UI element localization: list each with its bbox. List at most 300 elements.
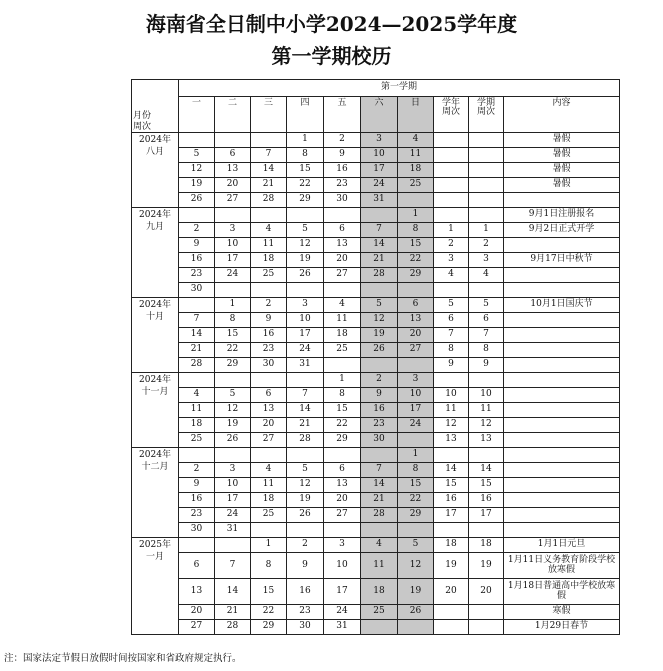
day-header-mon: 一	[179, 97, 215, 133]
week-row	[132, 553, 620, 579]
day-cell: 12	[179, 163, 215, 178]
day-cell: 26	[398, 605, 434, 620]
day-cell	[215, 208, 251, 223]
day-cell: 15	[324, 403, 361, 418]
day-cell: 17	[287, 328, 324, 343]
day-cell: 13	[324, 238, 361, 253]
term-week-cell: 19	[469, 553, 504, 579]
day-cell: 9	[287, 553, 324, 579]
day-cell	[251, 448, 287, 463]
day-cell: 16	[179, 493, 215, 508]
day-cell: 23	[361, 418, 398, 433]
day-cell: 5	[215, 388, 251, 403]
month-name-text: 九月	[145, 221, 164, 232]
day-cell: 16	[179, 253, 215, 268]
day-cell: 8	[215, 313, 251, 328]
term-week-cell	[469, 193, 504, 208]
day-cell	[398, 193, 434, 208]
day-cell: 29	[251, 620, 287, 635]
term-week-cell: 5	[469, 298, 504, 313]
year-week-cell: 15	[434, 478, 469, 493]
week-row	[132, 283, 620, 298]
year-week-cell: 4	[434, 268, 469, 283]
day-cell: 2	[324, 133, 361, 148]
day-cell: 24	[215, 508, 251, 523]
year-week-cell: 18	[434, 538, 469, 553]
week-row	[132, 178, 620, 193]
day-cell: 27	[251, 433, 287, 448]
day-cell: 20	[215, 178, 251, 193]
day-cell	[179, 298, 215, 313]
term-week-cell	[469, 620, 504, 635]
note-cell	[504, 523, 620, 538]
day-cell	[324, 448, 361, 463]
day-cell: 11	[398, 148, 434, 163]
day-cell	[287, 373, 324, 388]
day-cell	[287, 523, 324, 538]
day-cell: 19	[215, 418, 251, 433]
day-cell: 6	[215, 148, 251, 163]
day-cell: 25	[179, 433, 215, 448]
day-cell: 21	[179, 343, 215, 358]
day-cell: 15	[398, 238, 434, 253]
week-row	[132, 148, 620, 163]
term-week-cell	[469, 133, 504, 148]
day-cell: 17	[361, 163, 398, 178]
day-cell	[361, 208, 398, 223]
day-cell: 1	[215, 298, 251, 313]
year-week-cell	[434, 620, 469, 635]
day-cell: 28	[179, 358, 215, 373]
note-cell: 1月1日元旦	[504, 538, 620, 553]
day-cell: 11	[179, 403, 215, 418]
month-year-text: 2024年	[139, 300, 171, 310]
day-cell	[361, 448, 398, 463]
term-week-header: 学期周次	[469, 97, 504, 133]
day-cell: 25	[251, 508, 287, 523]
day-cell: 12	[361, 313, 398, 328]
week-row	[132, 313, 620, 328]
note-cell	[504, 448, 620, 463]
day-cell: 14	[361, 478, 398, 493]
year-week-cell: 17	[434, 508, 469, 523]
year-week-cell: 11	[434, 403, 469, 418]
day-cell: 18	[361, 579, 398, 605]
year-week-cell: 10	[434, 388, 469, 403]
day-cell: 14	[287, 403, 324, 418]
day-header-fri: 五	[324, 97, 361, 133]
day-cell: 21	[361, 493, 398, 508]
month-label	[132, 448, 179, 538]
day-cell: 29	[398, 508, 434, 523]
content-header: 内容	[504, 97, 620, 133]
week-row	[132, 478, 620, 493]
day-cell	[215, 448, 251, 463]
day-cell: 15	[215, 328, 251, 343]
day-cell: 29	[215, 358, 251, 373]
term-week-cell	[469, 373, 504, 388]
day-cell: 22	[398, 493, 434, 508]
term-week-cell	[469, 208, 504, 223]
day-header-thu: 四	[287, 97, 324, 133]
day-cell: 1	[251, 538, 287, 553]
term-week-cell: 2	[469, 238, 504, 253]
day-cell: 27	[324, 508, 361, 523]
month-name-text: 十一月	[141, 386, 169, 397]
day-cell	[287, 208, 324, 223]
year-week-cell	[434, 148, 469, 163]
year-week-cell	[434, 605, 469, 620]
day-cell: 3	[215, 223, 251, 238]
day-cell: 4	[398, 133, 434, 148]
week-row	[132, 133, 620, 148]
day-cell: 15	[398, 478, 434, 493]
day-cell: 10	[287, 313, 324, 328]
week-row	[132, 388, 620, 403]
day-cell: 16	[287, 579, 324, 605]
year-week-header: 学年周次	[434, 97, 469, 133]
day-cell: 1	[398, 208, 434, 223]
month-name-text: 一月	[145, 551, 164, 562]
week-row	[132, 193, 620, 208]
note-cell	[504, 373, 620, 388]
day-cell: 12	[287, 478, 324, 493]
day-cell: 12	[215, 403, 251, 418]
term-week-cell	[469, 605, 504, 620]
term-week-cell: 14	[469, 463, 504, 478]
day-cell: 22	[398, 253, 434, 268]
day-cell: 16	[251, 328, 287, 343]
day-cell: 19	[287, 493, 324, 508]
day-cell: 16	[361, 403, 398, 418]
corner-month-label: 月份	[133, 111, 152, 122]
day-cell	[251, 283, 287, 298]
calendar-body	[132, 133, 620, 635]
day-cell: 11	[251, 238, 287, 253]
day-cell: 26	[361, 343, 398, 358]
day-cell: 10	[215, 238, 251, 253]
day-cell: 14	[361, 238, 398, 253]
term-week-cell: 18	[469, 538, 504, 553]
day-cell	[361, 523, 398, 538]
day-cell	[215, 373, 251, 388]
week-row	[132, 358, 620, 373]
day-cell	[361, 620, 398, 635]
note-cell: 寒假	[504, 605, 620, 620]
note-cell	[504, 343, 620, 358]
week-row	[132, 343, 620, 358]
day-cell: 1	[398, 448, 434, 463]
day-cell: 18	[251, 253, 287, 268]
day-cell	[179, 538, 215, 553]
week-row	[132, 328, 620, 343]
day-cell: 31	[324, 620, 361, 635]
day-cell: 27	[324, 268, 361, 283]
day-cell: 21	[251, 178, 287, 193]
note-cell	[504, 193, 620, 208]
day-cell	[361, 283, 398, 298]
note-cell	[504, 358, 620, 373]
day-cell: 11	[251, 478, 287, 493]
day-cell: 20	[324, 493, 361, 508]
day-cell	[398, 433, 434, 448]
year-week-cell: 5	[434, 298, 469, 313]
note-cell	[504, 268, 620, 283]
term-week-cell: 4	[469, 268, 504, 283]
week-row	[132, 579, 620, 605]
day-cell: 29	[324, 433, 361, 448]
corner-week-label: 周次	[133, 121, 152, 132]
year-week-cell: 19	[434, 553, 469, 579]
day-cell: 9	[179, 478, 215, 493]
day-cell: 29	[398, 268, 434, 283]
day-cell: 20	[179, 605, 215, 620]
note-cell: 9月1日注册报名	[504, 208, 620, 223]
term-week-cell: 6	[469, 313, 504, 328]
week-row	[132, 418, 620, 433]
day-cell	[215, 283, 251, 298]
day-cell	[179, 208, 215, 223]
day-cell: 22	[287, 178, 324, 193]
day-cell: 25	[251, 268, 287, 283]
day-cell: 7	[287, 388, 324, 403]
day-cell	[324, 283, 361, 298]
day-cell	[398, 523, 434, 538]
day-cell: 14	[251, 163, 287, 178]
note-cell: 1月18日普通高中学校放寒假	[504, 579, 620, 605]
term-week-cell: 1	[469, 223, 504, 238]
day-cell: 16	[324, 163, 361, 178]
day-cell: 25	[361, 605, 398, 620]
day-cell: 30	[361, 433, 398, 448]
day-cell	[179, 448, 215, 463]
week-row	[132, 163, 620, 178]
year-week-cell: 12	[434, 418, 469, 433]
day-cell: 23	[324, 178, 361, 193]
week-row	[132, 253, 620, 268]
day-cell: 24	[324, 605, 361, 620]
day-header-sun: 日	[398, 97, 434, 133]
day-cell: 6	[179, 553, 215, 579]
year-week-cell	[434, 133, 469, 148]
day-cell	[398, 620, 434, 635]
term-week-cell	[469, 283, 504, 298]
day-cell: 24	[398, 418, 434, 433]
day-cell: 17	[324, 579, 361, 605]
day-cell: 24	[361, 178, 398, 193]
month-year-text: 2024年	[139, 210, 171, 220]
day-cell: 6	[398, 298, 434, 313]
day-cell: 18	[179, 418, 215, 433]
term-week-cell: 7	[469, 328, 504, 343]
day-cell: 3	[215, 463, 251, 478]
month-label	[132, 538, 179, 635]
day-cell: 18	[398, 163, 434, 178]
day-cell: 5	[287, 223, 324, 238]
year-week-cell: 20	[434, 579, 469, 605]
day-cell: 2	[287, 538, 324, 553]
note-cell: 9月17日中秋节	[504, 253, 620, 268]
month-name-text: 十二月	[141, 461, 169, 472]
term-week-cell: 11	[469, 403, 504, 418]
week-row	[132, 538, 620, 553]
week-row	[132, 268, 620, 283]
year-week-cell	[434, 448, 469, 463]
note-cell	[504, 478, 620, 493]
week-row	[132, 208, 620, 223]
term-header: 第一学期	[179, 80, 620, 97]
day-cell: 7	[251, 148, 287, 163]
day-cell: 30	[179, 283, 215, 298]
month-year-text: 2025年	[139, 540, 171, 550]
year-week-cell: 7	[434, 328, 469, 343]
year-week-cell	[434, 208, 469, 223]
week-row	[132, 493, 620, 508]
year-week-cell: 6	[434, 313, 469, 328]
term-week-cell: 13	[469, 433, 504, 448]
year-week-cell: 1	[434, 223, 469, 238]
day-cell: 23	[179, 508, 215, 523]
week-row	[132, 523, 620, 538]
year-week-cell	[434, 523, 469, 538]
day-cell: 1	[324, 373, 361, 388]
day-cell: 7	[361, 463, 398, 478]
day-cell: 8	[287, 148, 324, 163]
day-cell: 19	[361, 328, 398, 343]
day-cell: 10	[361, 148, 398, 163]
term-week-cell	[469, 523, 504, 538]
day-cell: 13	[398, 313, 434, 328]
day-cell: 11	[324, 313, 361, 328]
note-cell: 1月29日春节	[504, 620, 620, 635]
day-header-tue: 二	[215, 97, 251, 133]
day-cell	[179, 133, 215, 148]
day-cell: 2	[251, 298, 287, 313]
day-cell: 9	[251, 313, 287, 328]
month-label	[132, 298, 179, 373]
day-cell: 26	[179, 193, 215, 208]
day-cell: 9	[179, 238, 215, 253]
day-cell: 10	[215, 478, 251, 493]
day-header-sat: 六	[361, 97, 398, 133]
page-title: 海南省全日制中小学2024—2025学年度	[145, 12, 518, 36]
day-cell: 31	[215, 523, 251, 538]
term-week-cell: 9	[469, 358, 504, 373]
day-cell	[324, 523, 361, 538]
day-cell: 18	[251, 493, 287, 508]
day-cell: 20	[324, 253, 361, 268]
year-week-cell	[434, 193, 469, 208]
year-week-cell: 14	[434, 463, 469, 478]
term-week-cell: 20	[469, 579, 504, 605]
day-cell: 30	[251, 358, 287, 373]
day-cell: 12	[287, 238, 324, 253]
day-cell: 3	[324, 538, 361, 553]
day-cell: 26	[287, 268, 324, 283]
day-cell	[215, 538, 251, 553]
month-year-text: 2024年	[139, 450, 171, 460]
day-cell: 19	[287, 253, 324, 268]
day-cell: 5	[398, 538, 434, 553]
day-cell: 22	[215, 343, 251, 358]
month-name-text: 十月	[145, 311, 164, 322]
day-cell: 30	[324, 193, 361, 208]
day-cell: 13	[251, 403, 287, 418]
day-cell: 5	[287, 463, 324, 478]
term-week-cell: 3	[469, 253, 504, 268]
day-cell: 8	[251, 553, 287, 579]
day-cell: 15	[251, 579, 287, 605]
note-cell: 暑假	[504, 178, 620, 193]
day-cell: 27	[215, 193, 251, 208]
day-cell: 23	[251, 343, 287, 358]
day-cell: 5	[361, 298, 398, 313]
day-cell: 21	[361, 253, 398, 268]
note-cell	[504, 283, 620, 298]
day-cell: 13	[324, 478, 361, 493]
day-cell	[251, 523, 287, 538]
day-cell: 7	[361, 223, 398, 238]
year-week-cell	[434, 163, 469, 178]
day-cell	[251, 208, 287, 223]
note-cell	[504, 418, 620, 433]
day-cell: 30	[287, 620, 324, 635]
day-cell: 7	[179, 313, 215, 328]
day-cell	[215, 133, 251, 148]
day-cell: 2	[179, 463, 215, 478]
term-week-cell: 10	[469, 388, 504, 403]
day-cell: 20	[251, 418, 287, 433]
note-cell: 暑假	[504, 148, 620, 163]
day-cell: 14	[179, 328, 215, 343]
year-week-cell	[434, 373, 469, 388]
month-name-text: 八月	[145, 146, 164, 157]
day-cell: 28	[251, 193, 287, 208]
day-cell	[361, 358, 398, 373]
day-cell: 25	[324, 343, 361, 358]
week-row	[132, 463, 620, 478]
day-cell: 17	[215, 253, 251, 268]
year-week-cell: 9	[434, 358, 469, 373]
day-cell: 2	[179, 223, 215, 238]
day-cell: 6	[324, 223, 361, 238]
year-week-cell: 2	[434, 238, 469, 253]
term-week-cell	[469, 163, 504, 178]
day-cell: 14	[215, 579, 251, 605]
school-calendar-table	[131, 79, 620, 635]
day-cell: 24	[287, 343, 324, 358]
day-cell: 19	[398, 579, 434, 605]
month-label	[132, 373, 179, 448]
term-week-cell	[469, 178, 504, 193]
week-row	[132, 605, 620, 620]
term-week-cell	[469, 448, 504, 463]
note-cell: 暑假	[504, 133, 620, 148]
week-row	[132, 238, 620, 253]
day-cell: 10	[324, 553, 361, 579]
day-cell: 28	[361, 508, 398, 523]
term-week-cell: 12	[469, 418, 504, 433]
year-week-cell: 16	[434, 493, 469, 508]
week-row	[132, 508, 620, 523]
day-cell: 23	[179, 268, 215, 283]
day-cell: 17	[215, 493, 251, 508]
day-cell: 31	[287, 358, 324, 373]
day-cell	[398, 358, 434, 373]
day-cell: 12	[398, 553, 434, 579]
note-cell	[504, 313, 620, 328]
month-label	[132, 208, 179, 298]
